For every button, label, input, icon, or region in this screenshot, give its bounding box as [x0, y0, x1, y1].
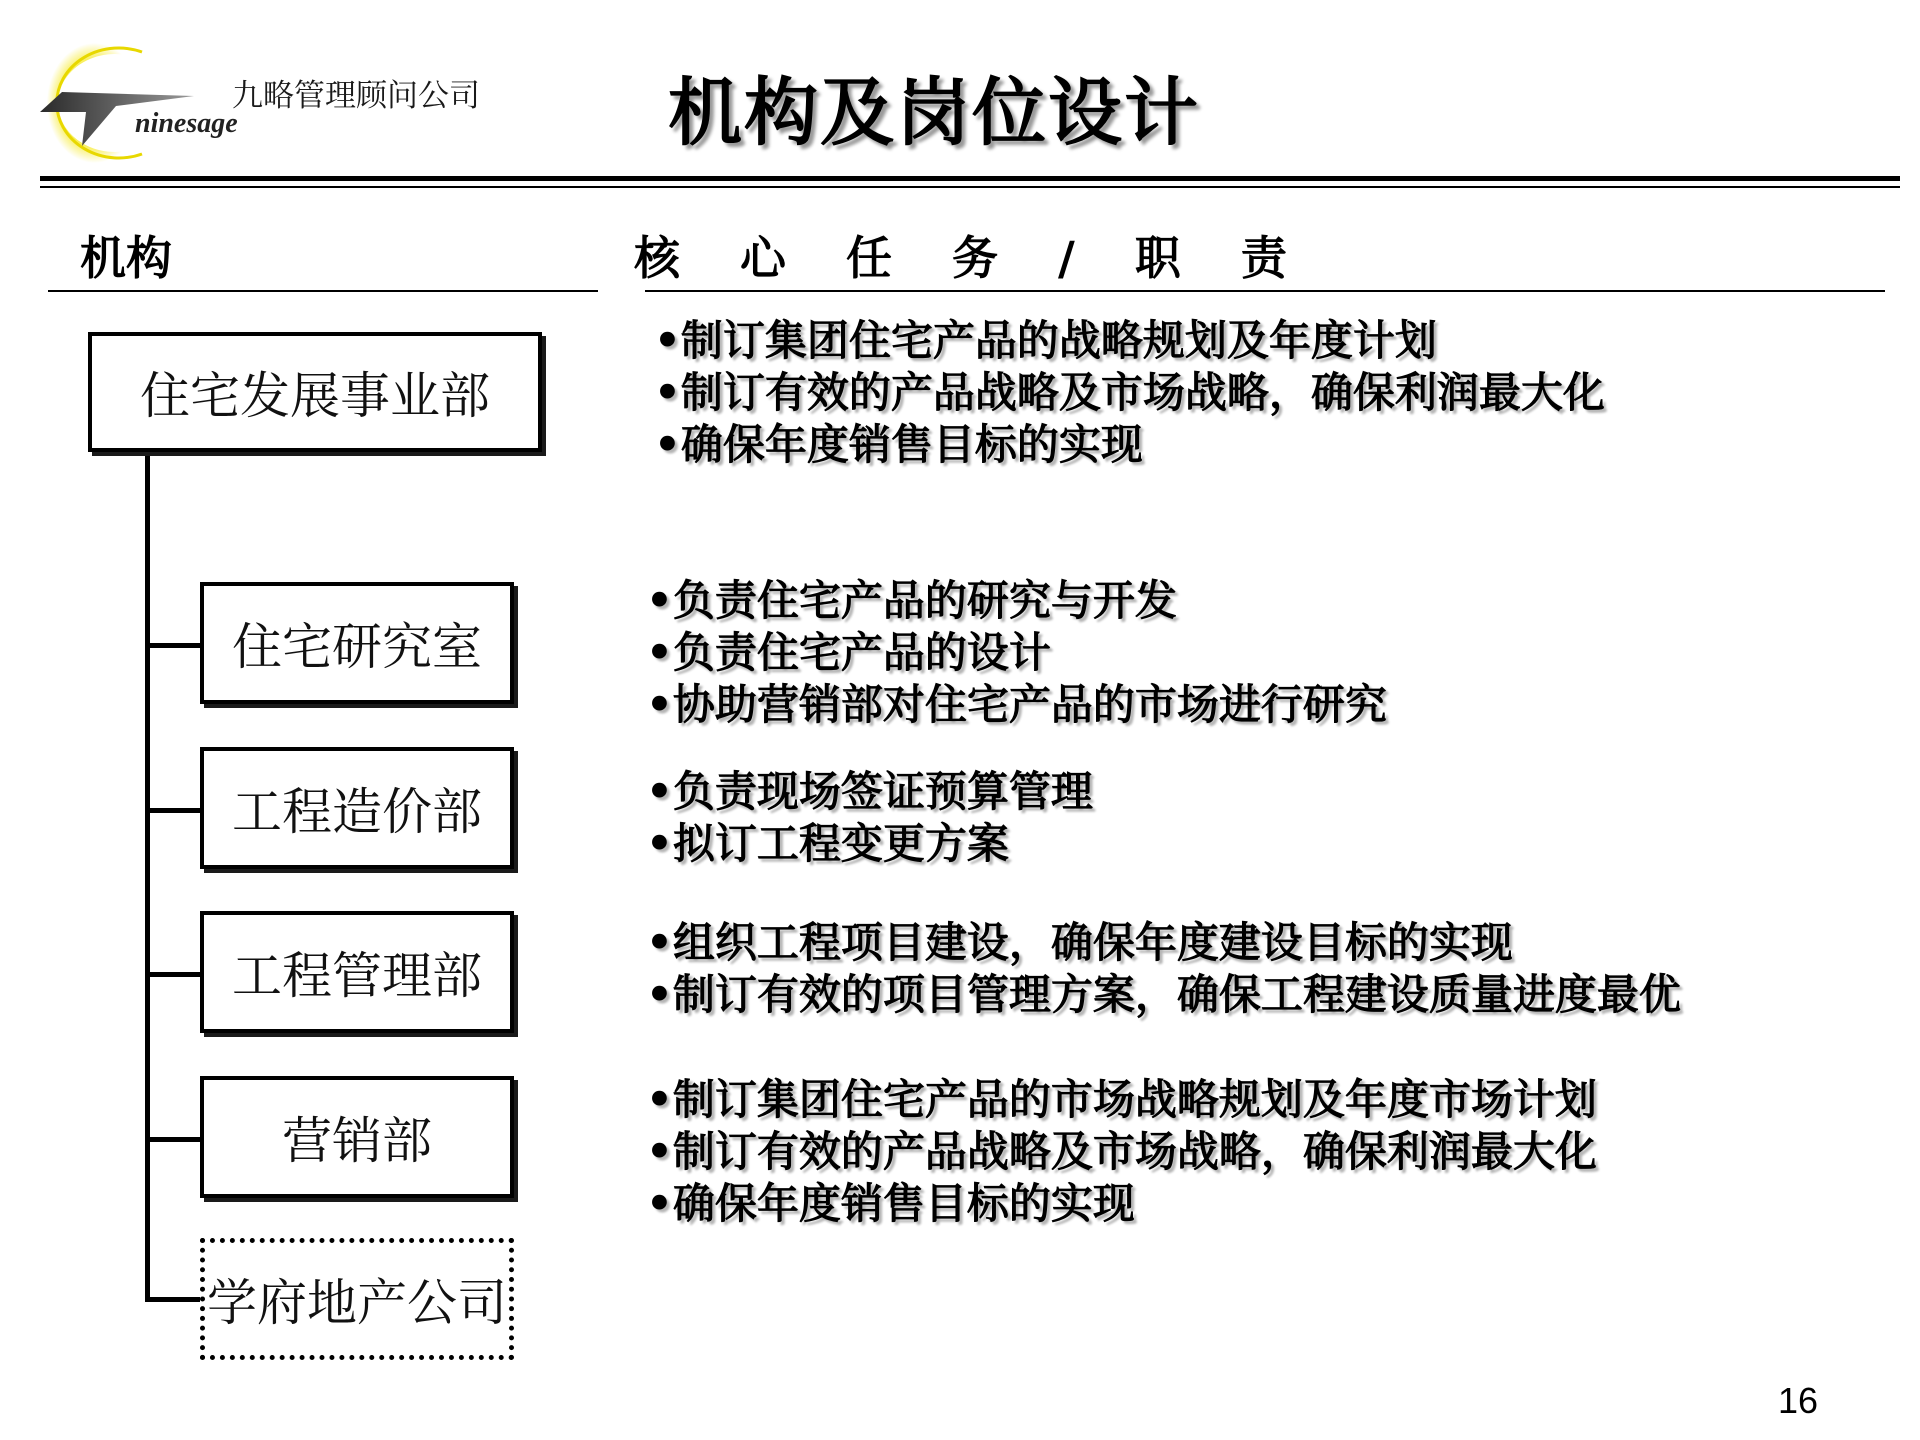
org-box-department: 营销部 — [200, 1076, 514, 1198]
org-branch-line — [145, 643, 203, 648]
duty-item: • 组织工程项目建设，确保年度建设目标的实现 — [646, 917, 1681, 969]
org-box-department: 住宅研究室 — [200, 582, 514, 704]
org-box-department: 工程造价部 — [200, 747, 514, 869]
duty-item: • 制订集团住宅产品的战略规划及年度计划 — [654, 315, 1605, 367]
org-branch-line — [145, 808, 203, 813]
duty-item: • 负责住宅产品的研究与开发 — [646, 575, 1387, 627]
duty-list-marketing — [646, 1074, 1597, 1230]
duty-item: • 制订有效的产品战略及市场战略，确保利润最大化 — [646, 1126, 1597, 1178]
duty-item: • 拟订工程变更方案 — [646, 818, 1093, 870]
duty-list-cost — [646, 766, 1093, 870]
org-box-subsidiary: 学府地产公司 — [200, 1238, 514, 1360]
org-branch-line — [145, 972, 203, 977]
page-title: 机构及岗位设计 — [668, 70, 1200, 156]
duty-item: • 负责现场签证预算管理 — [646, 766, 1093, 818]
duty-list-engineering — [646, 917, 1681, 1021]
column-header-organization: 机构 — [80, 231, 172, 285]
header-divider — [40, 176, 1900, 181]
column-underline-duties — [645, 290, 1885, 292]
duty-item: • 制订有效的项目管理方案，确保工程建设质量进度最优 — [646, 969, 1681, 1021]
org-box-department: 工程管理部 — [200, 911, 514, 1033]
duty-list-research — [646, 575, 1387, 731]
column-underline-organization — [48, 290, 598, 292]
duty-item: • 负责住宅产品的设计 — [646, 627, 1387, 679]
logo-swoosh-icon — [24, 30, 264, 170]
company-logo — [24, 30, 264, 170]
company-name: 九略管理顾问公司 — [232, 78, 480, 114]
org-trunk-line — [145, 452, 150, 1301]
org-branch-line — [145, 1137, 203, 1142]
duty-list-root — [654, 315, 1605, 471]
duty-item: • 确保年度销售目标的实现 — [654, 419, 1605, 471]
header-divider-thin — [40, 186, 1900, 188]
duty-item: • 制订集团住宅产品的市场战略规划及年度市场计划 — [646, 1074, 1597, 1126]
column-header-duties: 核 心 任 务 / 职 责 — [634, 231, 1309, 285]
duty-item: • 确保年度销售目标的实现 — [646, 1178, 1597, 1230]
duty-item: • 制订有效的产品战略及市场战略，确保利润最大化 — [654, 367, 1605, 419]
org-branch-line — [145, 1297, 203, 1302]
org-box-root: 住宅发展事业部 — [88, 332, 542, 452]
logo-wordmark: ninesage — [135, 108, 238, 139]
page-number: 16 — [1778, 1380, 1819, 1421]
duty-item: • 协助营销部对住宅产品的市场进行研究 — [646, 679, 1387, 731]
